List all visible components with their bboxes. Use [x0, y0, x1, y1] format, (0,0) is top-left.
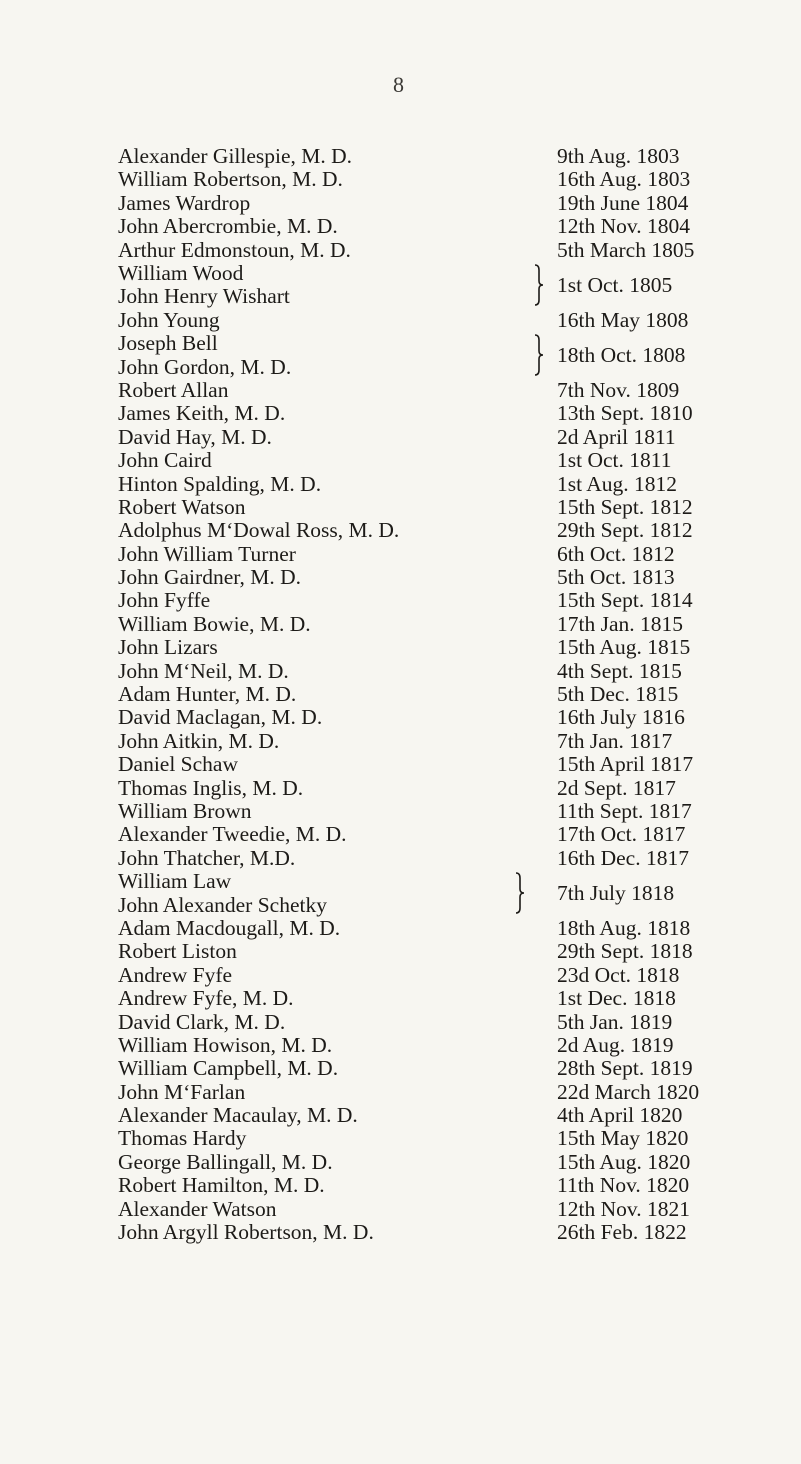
register-entry — [118, 706, 738, 729]
member-name: William Brown — [118, 798, 252, 823]
register-entry — [118, 613, 738, 636]
admission-date: 15th May 1820 — [557, 1126, 689, 1151]
admission-date: 18th Aug. 1818 — [557, 915, 691, 940]
register-entry — [118, 309, 738, 332]
member-name: Andrew Fyfe, M. D. — [118, 986, 294, 1011]
admission-date: 2d Sept. 1817 — [557, 775, 676, 800]
member-name: David Hay, M. D. — [118, 424, 272, 449]
entry-names — [118, 800, 558, 823]
member-name: Joseph Bell — [118, 331, 218, 356]
register-entry — [118, 823, 738, 846]
entry-names — [118, 543, 558, 566]
member-name: Thomas Inglis, M. D. — [118, 775, 304, 800]
member-name: John Henry Wishart — [118, 284, 290, 309]
admission-date: 7th July 1818 — [557, 880, 675, 905]
register-entry — [118, 168, 738, 191]
entry-names — [118, 917, 558, 940]
brace-icon — [514, 872, 526, 914]
register-entry — [118, 519, 738, 542]
entry-names — [118, 473, 558, 496]
register-entry — [118, 777, 738, 800]
member-name: Alexander Macaulay, M. D. — [118, 1103, 358, 1128]
register-entry — [118, 589, 738, 612]
member-name: John Lizars — [118, 635, 218, 660]
admission-date: 4th Sept. 1815 — [557, 658, 682, 683]
register-entry — [118, 566, 738, 589]
entry-names — [118, 168, 558, 191]
admission-date: 29th Sept. 1818 — [557, 939, 693, 964]
admission-date: 11th Sept. 1817 — [557, 798, 692, 823]
entry-names — [118, 1011, 558, 1034]
register-entry-group — [118, 262, 738, 309]
admission-date: 4th April 1820 — [557, 1103, 683, 1128]
admission-date: 16th Dec. 1817 — [557, 845, 689, 870]
member-name: John William Turner — [118, 541, 296, 566]
register-entry — [118, 1057, 738, 1080]
member-name: Adam Hunter, M. D. — [118, 682, 297, 707]
entry-names — [118, 823, 558, 846]
admission-date: 23d Oct. 1818 — [557, 962, 680, 987]
member-name: Adolphus M‘Dowal Ross, M. D. — [118, 518, 400, 543]
member-name: John Aitkin, M. D. — [118, 728, 280, 753]
register-entry — [118, 964, 738, 987]
admission-date: 12th Nov. 1821 — [557, 1196, 690, 1221]
register-entry — [118, 145, 738, 168]
member-name: John M‘Neil, M. D. — [118, 658, 289, 683]
entry-names — [118, 239, 558, 262]
admission-date: 12th Nov. 1804 — [557, 214, 690, 239]
register-entry-group — [118, 870, 738, 917]
member-name: John Abercrombie, M. D. — [118, 214, 338, 239]
admission-date: 16th Aug. 1803 — [557, 167, 691, 192]
entry-names — [118, 1174, 558, 1197]
entry-names — [118, 660, 558, 683]
admission-date: 2d April 1811 — [557, 424, 676, 449]
register-entry-group — [118, 332, 738, 379]
entry-names — [118, 332, 558, 379]
admission-date: 16th May 1808 — [557, 307, 689, 332]
member-name: David Maclagan, M. D. — [118, 705, 323, 730]
member-name: John Young — [118, 307, 220, 332]
register-entry — [118, 1151, 738, 1174]
admission-date: 13th Sept. 1810 — [557, 401, 693, 426]
member-name: Robert Hamilton, M. D. — [118, 1173, 325, 1198]
register-entry — [118, 636, 738, 659]
entry-names — [118, 145, 558, 168]
admission-date: 1st Oct. 1805 — [557, 272, 673, 297]
admission-date: 15th Sept. 1812 — [557, 494, 693, 519]
member-name: John Fyffe — [118, 588, 211, 613]
entry-names — [118, 589, 558, 612]
member-name: Alexander Watson — [118, 1196, 277, 1221]
register-entry — [118, 1127, 738, 1150]
register-entry — [118, 1034, 738, 1057]
entry-names — [118, 309, 558, 332]
entry-names — [118, 379, 558, 402]
register-entry — [118, 192, 738, 215]
member-name: John M‘Farlan — [118, 1079, 246, 1104]
entry-names — [118, 777, 558, 800]
member-name: Alexander Tweedie, M. D. — [118, 822, 347, 847]
register-entry — [118, 940, 738, 963]
admission-date: 5th Oct. 1813 — [557, 565, 675, 590]
member-name: Hinton Spalding, M. D. — [118, 471, 322, 496]
brace-icon — [533, 264, 545, 306]
admission-date: 28th Sept. 1819 — [557, 1056, 693, 1081]
register-entry — [118, 753, 738, 776]
register-entry — [118, 473, 738, 496]
entry-names — [118, 636, 558, 659]
admission-date: 5th Jan. 1819 — [557, 1009, 673, 1034]
member-name: William Bowie, M. D. — [118, 611, 311, 636]
register-entry — [118, 987, 738, 1010]
register-entry — [118, 402, 738, 425]
entry-names — [118, 519, 558, 542]
admission-date: 15th Aug. 1820 — [557, 1149, 691, 1174]
member-name: George Ballingall, M. D. — [118, 1149, 333, 1174]
member-name: William Howison, M. D. — [118, 1032, 333, 1057]
admission-date: 2d Aug. 1819 — [557, 1032, 674, 1057]
entry-names — [118, 496, 558, 519]
member-name: John Alexander Schetky — [118, 892, 327, 917]
entry-names — [118, 402, 558, 425]
admission-date: 16th July 1816 — [557, 705, 685, 730]
entry-names — [118, 1198, 558, 1221]
register-entry — [118, 730, 738, 753]
admission-date: 1st Oct. 1811 — [557, 448, 672, 473]
register-entry — [118, 379, 738, 402]
entry-names — [118, 1081, 558, 1104]
member-name: Robert Watson — [118, 494, 246, 519]
admission-date: 1st Dec. 1818 — [557, 986, 676, 1011]
entry-names — [118, 262, 558, 309]
member-name: James Keith, M. D. — [118, 401, 286, 426]
entry-names — [118, 1151, 558, 1174]
member-name: John Argyll Robertson, M. D. — [118, 1220, 374, 1245]
member-name: Thomas Hardy — [118, 1126, 247, 1151]
entry-names — [118, 1034, 558, 1057]
member-name: John Caird — [118, 448, 212, 473]
admission-date: 11th Nov. 1820 — [557, 1173, 690, 1198]
member-name: John Gordon, M. D. — [118, 354, 292, 379]
admission-date: 19th June 1804 — [557, 190, 689, 215]
member-name: David Clark, M. D. — [118, 1009, 286, 1034]
entry-names — [118, 1057, 558, 1080]
admission-date: 7th Nov. 1809 — [557, 377, 680, 402]
member-name: Alexander Gillespie, M. D. — [118, 144, 353, 168]
admission-date: 22d March 1820 — [557, 1079, 700, 1104]
register-entry — [118, 1104, 738, 1127]
entry-names — [118, 449, 558, 472]
member-name: John Thatcher, M.D. — [118, 845, 296, 870]
register-entry — [118, 917, 738, 940]
entry-names — [118, 753, 558, 776]
register-entry — [118, 215, 738, 238]
admission-date: 15th Sept. 1814 — [557, 588, 693, 613]
entry-names — [118, 847, 558, 870]
entry-names — [118, 987, 558, 1010]
admission-date: 17th Oct. 1817 — [557, 822, 686, 847]
member-name: William Robertson, M. D. — [118, 167, 343, 192]
register-entry — [118, 1174, 738, 1197]
entry-names — [118, 215, 558, 238]
member-name: William Law — [118, 869, 232, 894]
entry-names — [118, 613, 558, 636]
entry-names — [118, 940, 558, 963]
entry-names — [118, 964, 558, 987]
entry-names — [118, 1127, 558, 1150]
member-name: James Wardrop — [118, 190, 251, 215]
admission-date: 9th Aug. 1803 — [557, 144, 680, 168]
entry-names — [118, 1221, 558, 1244]
register-entry — [118, 1011, 738, 1034]
admission-date: 26th Feb. 1822 — [557, 1220, 687, 1245]
page-number: 8 — [393, 72, 404, 97]
member-name: William Campbell, M. D. — [118, 1056, 339, 1081]
register-entry — [118, 426, 738, 449]
admission-date: 15th Aug. 1815 — [557, 635, 691, 660]
register-entry — [118, 449, 738, 472]
admission-date: 5th March 1805 — [557, 237, 695, 262]
member-name: Robert Liston — [118, 939, 237, 964]
member-name: Daniel Schaw — [118, 752, 239, 777]
entry-names — [118, 730, 558, 753]
register-entry — [118, 543, 738, 566]
member-name: John Gairdner, M. D. — [118, 565, 302, 590]
entry-names — [118, 683, 558, 706]
fellows-register — [118, 145, 738, 1244]
brace-icon — [533, 334, 545, 376]
entry-names — [118, 706, 558, 729]
member-name: William Wood — [118, 260, 244, 285]
member-name: Robert Allan — [118, 377, 229, 402]
register-entry — [118, 239, 738, 262]
admission-date: 18th Oct. 1808 — [557, 342, 686, 367]
entry-names — [118, 1104, 558, 1127]
admission-date: 29th Sept. 1812 — [557, 518, 693, 543]
register-entry — [118, 1198, 738, 1221]
register-entry — [118, 496, 738, 519]
admission-date: 6th Oct. 1812 — [557, 541, 675, 566]
admission-date: 7th Jan. 1817 — [557, 728, 673, 753]
member-name: Arthur Edmonstoun, M. D. — [118, 237, 351, 262]
admission-date: 15th April 1817 — [557, 752, 694, 777]
register-entry — [118, 1221, 738, 1244]
register-entry — [118, 660, 738, 683]
entry-names — [118, 566, 558, 589]
member-name: Andrew Fyfe — [118, 962, 233, 987]
entry-names — [118, 426, 558, 449]
member-name: Adam Macdougall, M. D. — [118, 915, 341, 940]
register-entry — [118, 1081, 738, 1104]
register-entry — [118, 800, 738, 823]
admission-date: 5th Dec. 1815 — [557, 682, 679, 707]
register-entry — [118, 847, 738, 870]
entry-names — [118, 192, 558, 215]
admission-date: 17th Jan. 1815 — [557, 611, 684, 636]
register-entry — [118, 683, 738, 706]
entry-names — [118, 870, 558, 917]
admission-date: 1st Aug. 1812 — [557, 471, 678, 496]
